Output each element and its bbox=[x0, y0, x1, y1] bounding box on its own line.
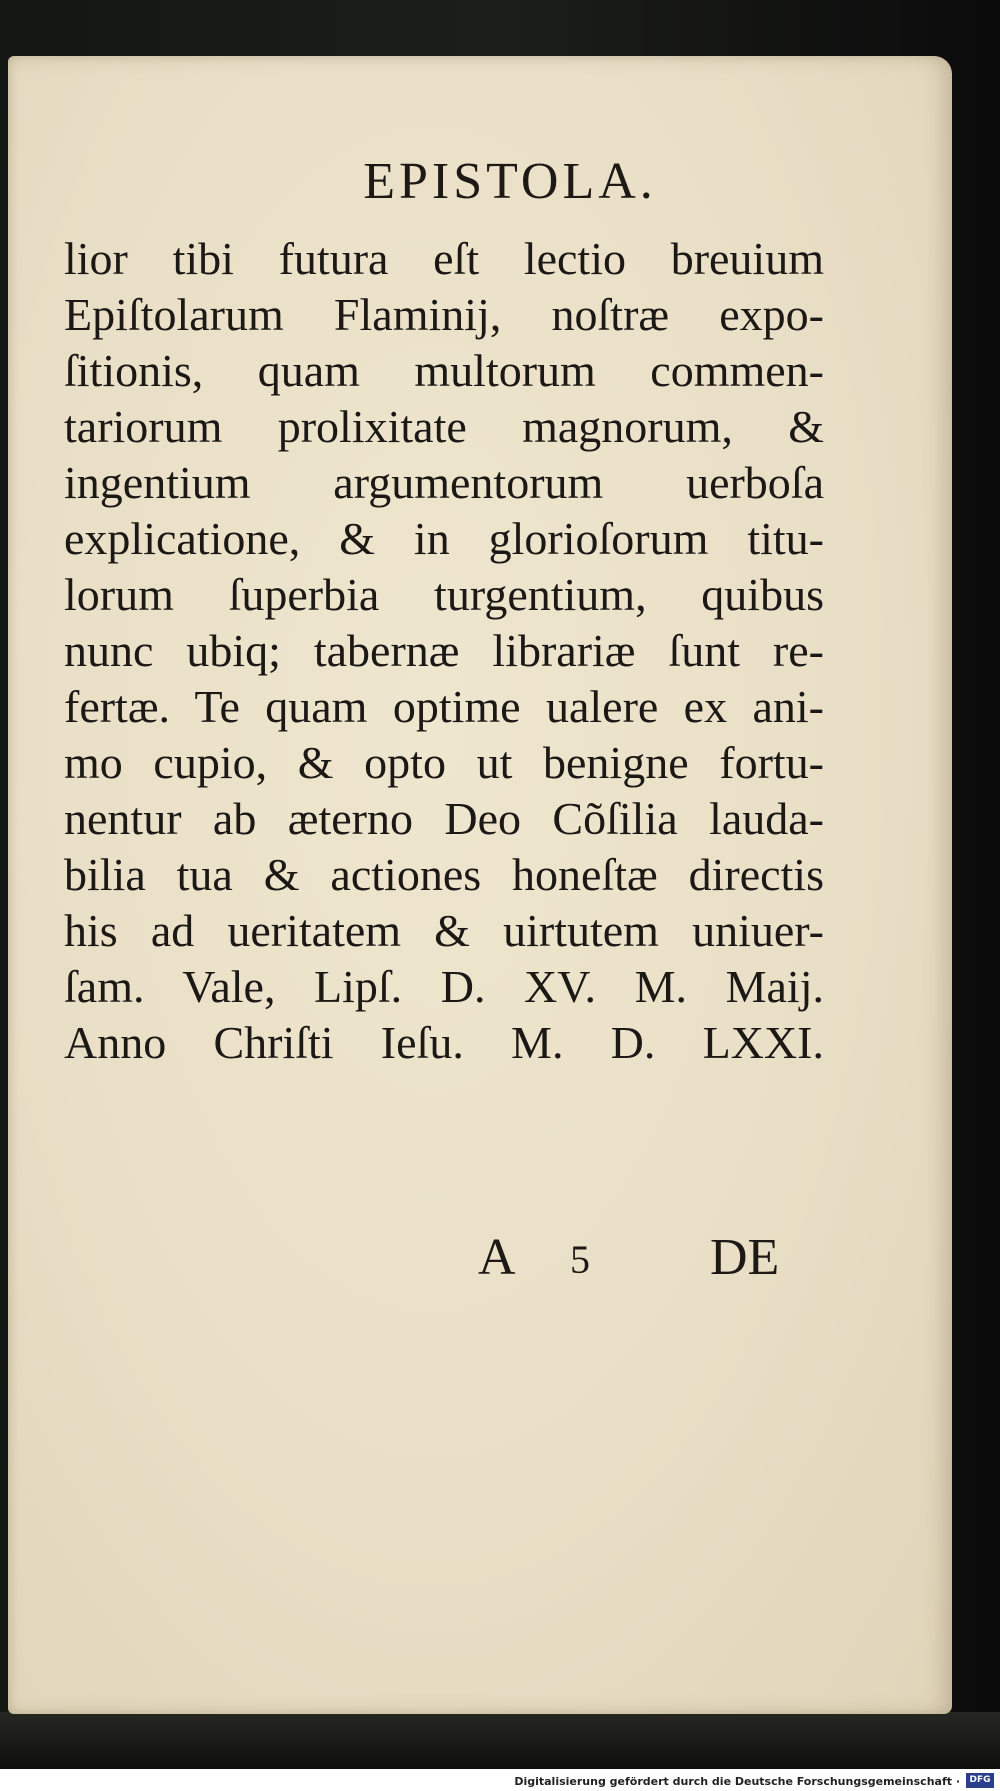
text-line: fertæ. Te quam optime ualere ex ani- bbox=[64, 681, 824, 732]
running-head: EPISTOLA. bbox=[363, 153, 657, 210]
letter-body bbox=[64, 231, 824, 1071]
signature-mark: A bbox=[478, 1229, 516, 1286]
text-line: nunc ubiq; tabernæ librariæ ſunt re- bbox=[64, 625, 824, 676]
credit-text: Digitalisierung gefördert durch die Deutsche Forschungsgemeinschaft · bbox=[514, 1775, 960, 1788]
text-line: Anno Chriſti Ieſu. M. D. LXXI. bbox=[64, 1017, 824, 1068]
text-line: lior tibi futura eſt lectio breuium bbox=[64, 233, 824, 284]
text-line: his ad ueritatem & uirtutem uniuer- bbox=[64, 905, 824, 956]
text-line: mo cupio, & opto ut benigne fortu- bbox=[64, 737, 824, 788]
text-line: nentur ab æterno Deo Cõſilia lauda- bbox=[64, 793, 824, 844]
book-page bbox=[8, 56, 952, 1714]
text-line: lorum ſuperbia turgentium, quibus bbox=[64, 569, 824, 620]
text-line: explicatione, & in glorioſorum titu- bbox=[64, 513, 824, 564]
text-line: ſam. Vale, Lipſ. D. XV. M. Maij. bbox=[64, 961, 824, 1012]
text-line: tariorum prolixitate magnorum, & bbox=[64, 401, 824, 452]
text-line: Epiſtolarum Flaminij, noſtræ expo- bbox=[64, 289, 824, 340]
credit-bar bbox=[0, 1769, 1000, 1791]
text-line: ſitionis, quam multorum commen- bbox=[64, 345, 824, 396]
signature-number: 5 bbox=[570, 1237, 590, 1282]
book-edge bbox=[0, 1712, 1000, 1769]
text-line: ingentium argumentorum uerboſa bbox=[64, 457, 824, 508]
text-line: bilia tua & actiones honeſtæ directis bbox=[64, 849, 824, 900]
dfg-logo-icon: DFG bbox=[966, 1773, 994, 1788]
catchword: DE bbox=[710, 1229, 780, 1286]
